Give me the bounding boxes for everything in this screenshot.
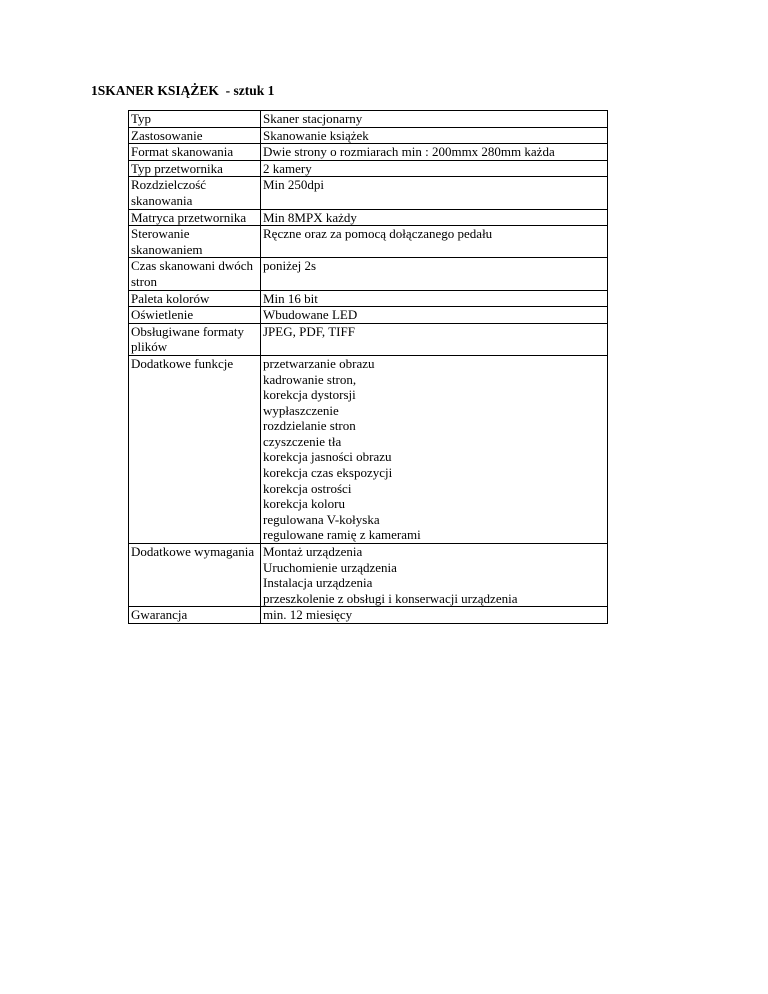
value-line: wypłaszczenie — [263, 402, 339, 418]
row-label: Zastosowanie — [129, 127, 261, 144]
row-value — [261, 544, 608, 607]
table-row — [129, 177, 608, 209]
row-label: Matryca przetwornika — [129, 209, 261, 226]
row-label: Paleta kolorów — [129, 290, 261, 307]
value-line: regulowana V-kołyska — [263, 511, 380, 527]
row-value — [261, 307, 608, 324]
row-value — [261, 144, 608, 161]
value-line: przetwarzanie obrazu — [263, 355, 375, 371]
value-line: JPEG, PDF, TIFF — [263, 323, 355, 339]
row-label: Typ — [129, 111, 261, 128]
value-line: korekcja czas ekspozycji — [263, 465, 393, 481]
table-row — [129, 258, 608, 290]
value-line: Instalacja urządzenia — [263, 575, 373, 591]
row-value — [261, 160, 608, 177]
value-line: rozdzielanie stron — [263, 418, 356, 434]
row-value — [261, 111, 608, 128]
value-line: korekcja dystorsji — [263, 387, 356, 403]
value-line: poniżej 2s — [263, 258, 317, 274]
table-row — [129, 355, 608, 543]
value-line: Wbudowane LED — [263, 307, 358, 323]
row-label: Format skanowania — [129, 144, 261, 161]
row-label: Gwarancja — [129, 607, 261, 624]
table-row — [129, 111, 608, 128]
value-line: Skaner stacjonarny — [263, 111, 363, 126]
row-label: Obsługiwane formaty plików — [129, 323, 261, 355]
row-value — [261, 258, 608, 290]
row-label: Dodatkowe wymagania — [129, 544, 261, 607]
value-line: korekcja koloru — [263, 496, 345, 512]
value-line: Skanowanie książek — [263, 127, 369, 143]
row-value — [261, 177, 608, 209]
row-value — [261, 323, 608, 355]
table-row — [129, 607, 608, 624]
value-line: Dwie strony o rozmiarach min : 200mmx 280mm każda — [263, 144, 555, 160]
value-line: Ręczne oraz za pomocą dołączanego pedału — [263, 226, 493, 242]
table-row — [129, 160, 608, 177]
row-value — [261, 209, 608, 226]
row-value — [261, 607, 608, 624]
value-line: kadrowanie stron, — [263, 371, 357, 387]
value-line: 2 kamery — [263, 160, 312, 176]
row-value — [261, 355, 608, 543]
table-row — [129, 209, 608, 226]
value-line: Min 16 bit — [263, 290, 318, 306]
table-row — [129, 290, 608, 307]
table-row — [129, 323, 608, 355]
value-line: Montaż urządzenia — [263, 544, 363, 560]
value-line: czyszczenie tła — [263, 433, 342, 449]
value-line: regulowane ramię z kamerami — [263, 527, 421, 543]
value-line: korekcja ostrości — [263, 480, 352, 496]
spec-table — [128, 110, 608, 624]
value-line: przeszkolenie z obsługi i konserwacji urządzenia — [263, 590, 518, 606]
row-label: Rozdzielczość skanowania — [129, 177, 261, 209]
value-line: Min 250dpi — [263, 177, 325, 193]
document-heading: 1SKANER KSIĄŻEK - sztuk 1 — [91, 83, 275, 98]
value-line: Min 8MPX każdy — [263, 209, 357, 225]
table-row — [129, 226, 608, 258]
row-label: Oświetlenie — [129, 307, 261, 324]
row-value — [261, 127, 608, 144]
value-line: Uruchomienie urządzenia — [263, 559, 397, 575]
row-label: Czas skanowani dwóch stron — [129, 258, 261, 290]
table-row — [129, 307, 608, 324]
value-line: korekcja jasności obrazu — [263, 449, 392, 465]
row-label: Sterowanie skanowaniem — [129, 226, 261, 258]
table-row — [129, 144, 608, 161]
value-line: min. 12 miesięcy — [263, 607, 353, 623]
row-label: Dodatkowe funkcje — [129, 355, 261, 543]
row-label: Typ przetwornika — [129, 160, 261, 177]
row-value — [261, 290, 608, 307]
table-row — [129, 544, 608, 607]
table-row — [129, 127, 608, 144]
row-value — [261, 226, 608, 258]
